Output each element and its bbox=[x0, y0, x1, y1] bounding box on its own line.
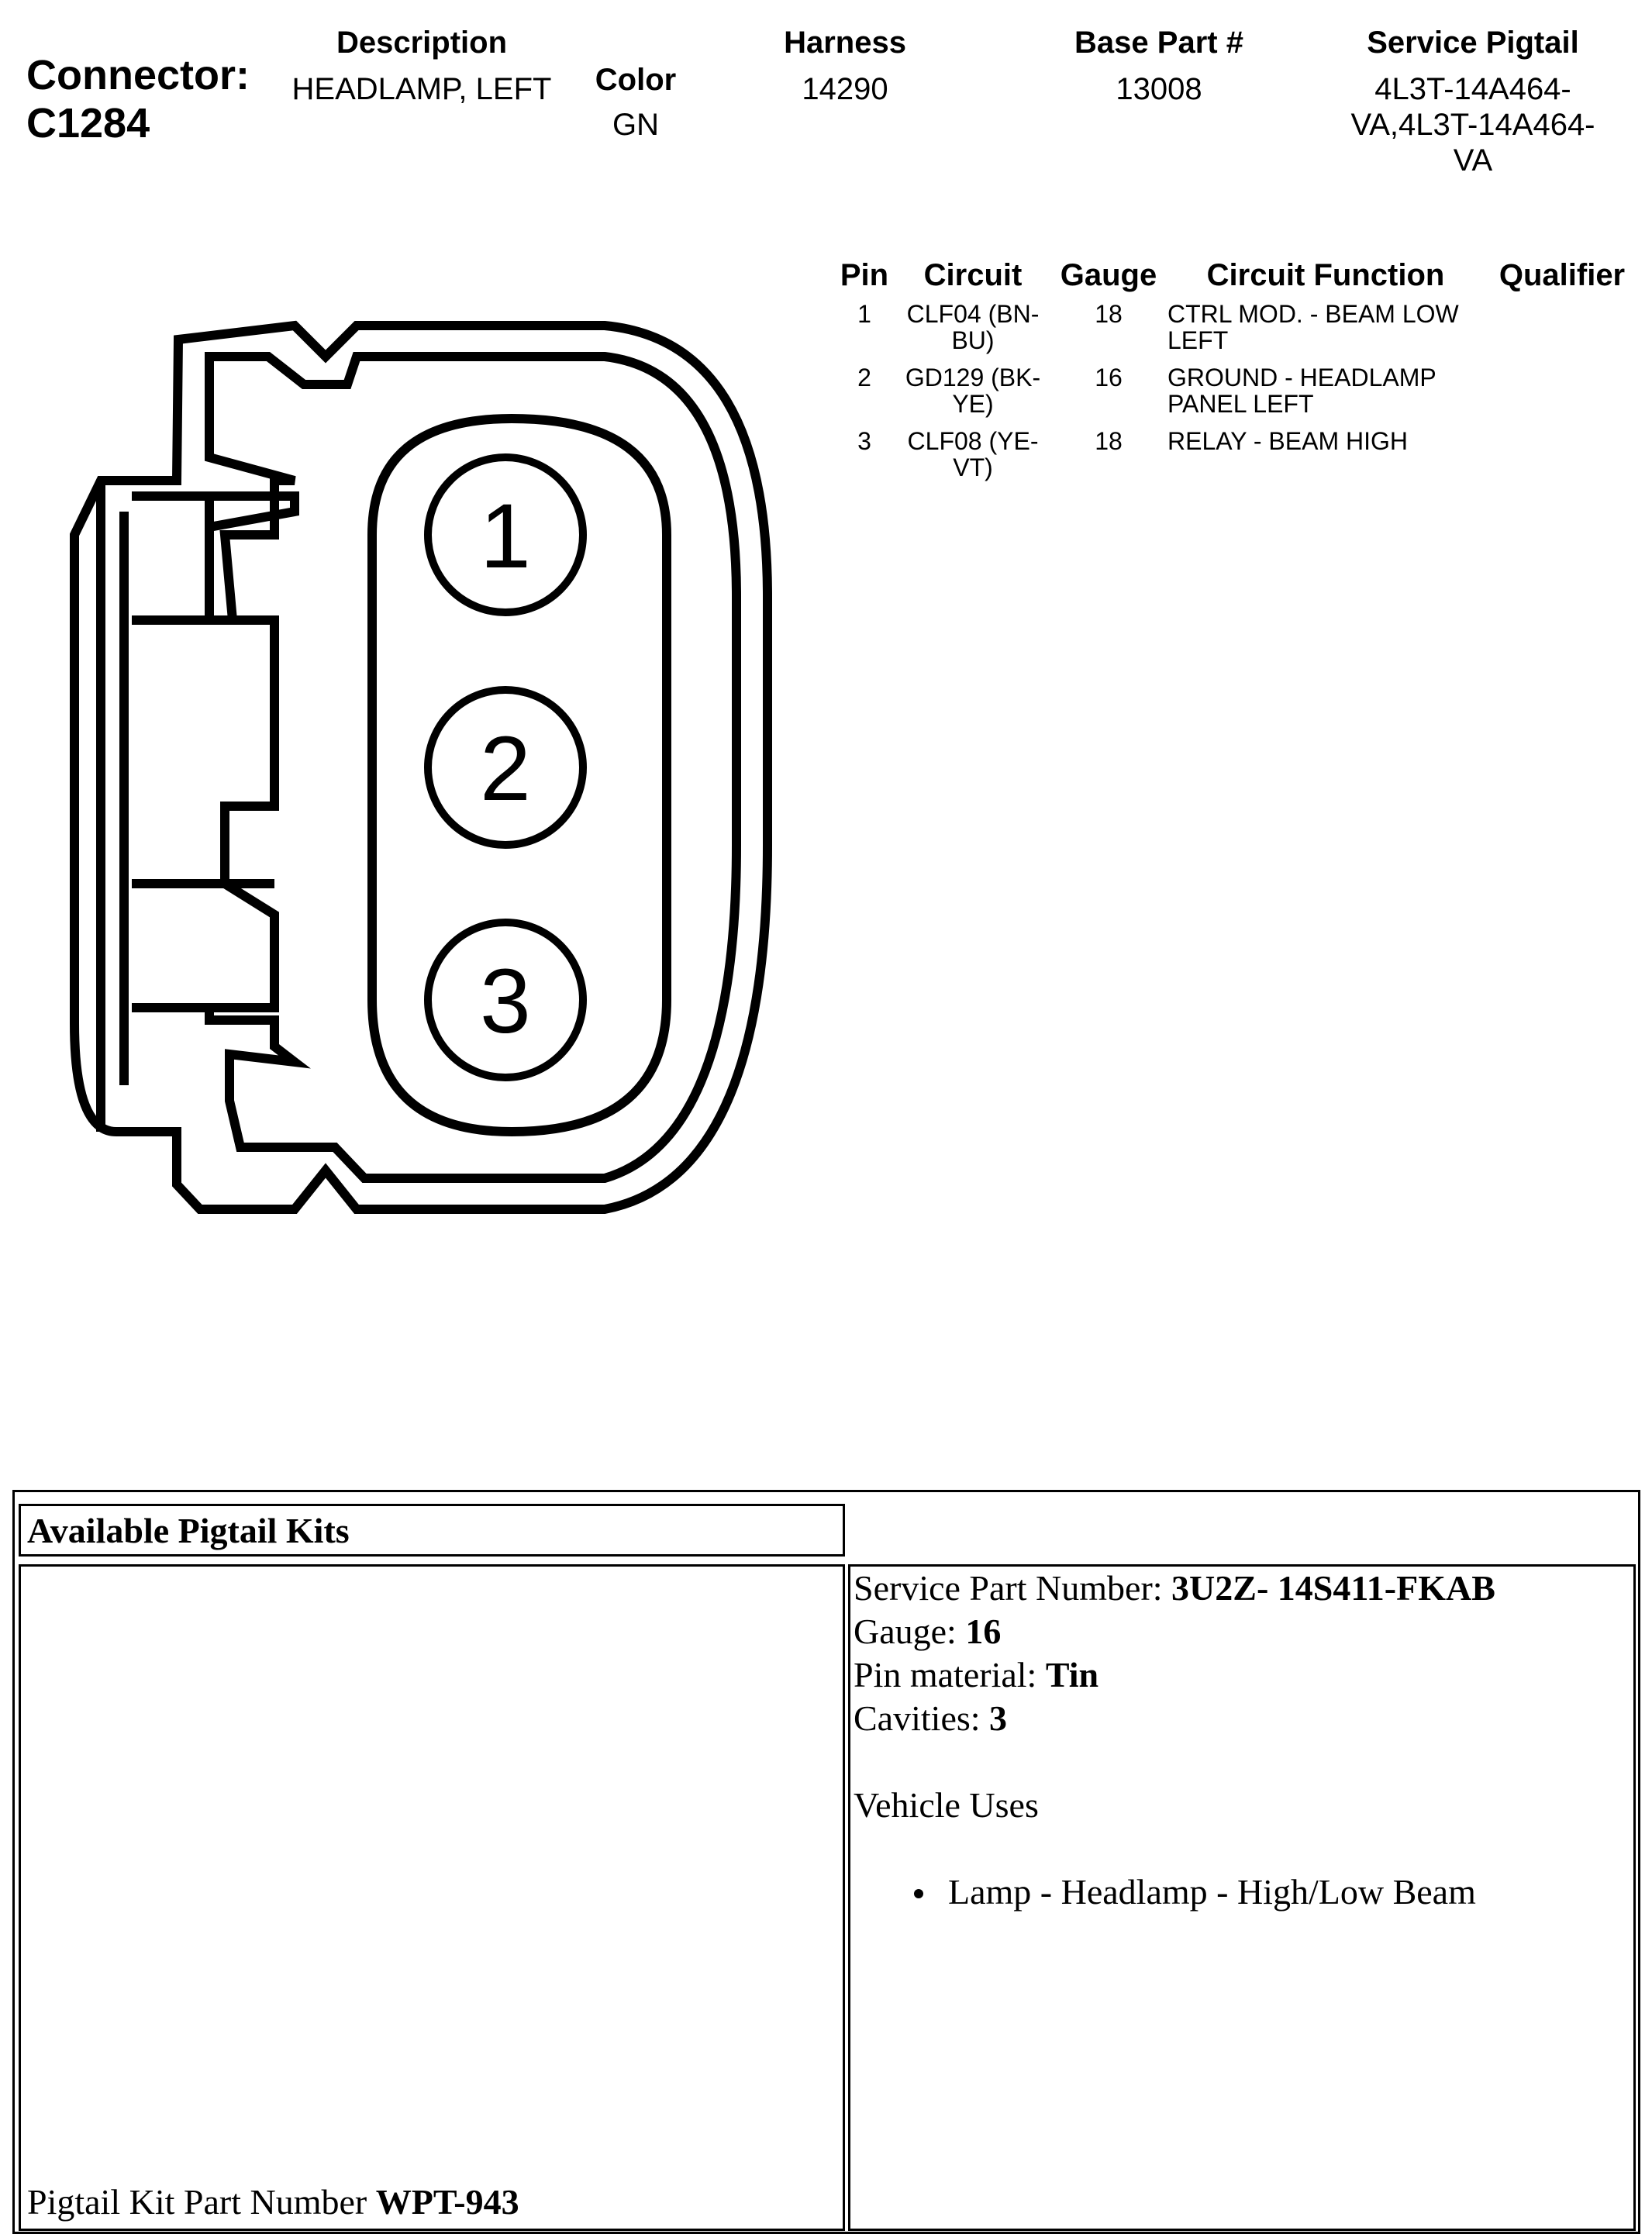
pin-material-value: Tin bbox=[1045, 1655, 1099, 1694]
service-part-label: Service Part Number: bbox=[854, 1568, 1172, 1608]
service-pigtail-line: VA,4L3T-14A464- bbox=[1350, 108, 1595, 142]
pin-circuit-line: CLF08 (YE- bbox=[907, 427, 1039, 455]
gauge-label: Gauge: bbox=[854, 1612, 966, 1651]
pin-number: 3 bbox=[857, 427, 871, 455]
description-value: HEADLAMP, LEFT bbox=[291, 72, 552, 106]
pin-number: 2 bbox=[857, 364, 871, 391]
pin-circuit bbox=[892, 364, 1054, 417]
pigtail-details-cell bbox=[848, 1564, 1636, 2231]
pin-gauge: 16 bbox=[1095, 364, 1123, 391]
gauge-col-header: Gauge bbox=[1060, 258, 1157, 292]
pin-3-label: 3 bbox=[480, 950, 531, 1053]
base-part-value: 13008 bbox=[1116, 72, 1202, 106]
connector-label: Connector: bbox=[26, 52, 250, 98]
function-col-header: Circuit Function bbox=[1206, 258, 1445, 292]
pin-gauge: 18 bbox=[1095, 427, 1123, 455]
vehicle-uses-label: Vehicle Uses bbox=[854, 1785, 1039, 1825]
pigtail-kit-label: Pigtail Kit Part Number bbox=[27, 2182, 376, 2222]
cavities-label: Cavities: bbox=[854, 1698, 990, 1738]
vehicle-use-item: Lamp - Headlamp - High/Low Beam bbox=[908, 1870, 1629, 1914]
pigtail-kit-part bbox=[27, 2181, 519, 2224]
color-value: GN bbox=[612, 108, 659, 142]
service-part-value: 3U2Z- 14S411-FKAB bbox=[1171, 1568, 1495, 1608]
vehicle-uses-list bbox=[908, 1870, 1629, 1914]
pin-1-label: 1 bbox=[480, 485, 531, 588]
connector-id: C1284 bbox=[26, 100, 150, 147]
pin-function bbox=[1167, 428, 1493, 454]
pin-function bbox=[1167, 301, 1493, 353]
pin-function bbox=[1167, 364, 1493, 417]
service-pigtail-header: Service Pigtail bbox=[1367, 26, 1579, 60]
gauge-row bbox=[854, 1610, 1629, 1653]
pin-function-line: CTRL MOD. - BEAM LOW bbox=[1167, 300, 1459, 328]
pin-material-label: Pin material: bbox=[854, 1655, 1046, 1694]
pigtail-title: Available Pigtail Kits bbox=[27, 1511, 350, 1550]
service-part-row bbox=[854, 1567, 1629, 1610]
qualifier-col-header: Qualifier bbox=[1499, 258, 1626, 292]
circuit-col-header: Circuit bbox=[923, 258, 1023, 292]
harness-value: 14290 bbox=[802, 72, 888, 106]
pin-gauge: 18 bbox=[1095, 300, 1123, 328]
pin-circuit-line: VT) bbox=[953, 453, 993, 481]
pin-col-header: Pin bbox=[840, 258, 889, 292]
pin-number: 1 bbox=[857, 300, 871, 328]
pin-circuit bbox=[892, 428, 1054, 481]
pin-circuit-line: BU) bbox=[951, 326, 995, 354]
harness-header: Harness bbox=[784, 26, 906, 60]
pigtail-kit-number: WPT-943 bbox=[375, 2182, 519, 2222]
service-pigtail-value bbox=[1318, 71, 1628, 178]
cavities-value: 3 bbox=[989, 1698, 1008, 1738]
connector-face-diagram bbox=[0, 0, 853, 1256]
pin-function-line: GROUND - HEADLAMP bbox=[1167, 364, 1436, 391]
cavities-row bbox=[854, 1697, 1629, 1740]
pin-circuit-line: YE) bbox=[952, 390, 994, 418]
description-header: Description bbox=[336, 26, 508, 60]
pin-circuit-line: CLF04 (BN- bbox=[906, 300, 1040, 328]
pigtail-title-cell bbox=[19, 1504, 845, 1557]
pin-circuit bbox=[892, 301, 1054, 353]
pin-function-line: LEFT bbox=[1167, 326, 1229, 354]
pigtail-details bbox=[854, 1567, 1629, 1914]
pin-circuit-line: GD129 (BK- bbox=[905, 364, 1041, 391]
pin-function-line: PANEL LEFT bbox=[1167, 390, 1314, 418]
service-pigtail-line: VA bbox=[1453, 143, 1493, 178]
pin-2-label: 2 bbox=[480, 718, 531, 820]
base-part-header: Base Part # bbox=[1074, 26, 1243, 60]
pin-material-row bbox=[854, 1653, 1629, 1697]
color-header: Color bbox=[595, 63, 677, 97]
pin-function-line: RELAY - BEAM HIGH bbox=[1167, 427, 1408, 455]
gauge-value: 16 bbox=[965, 1612, 1002, 1651]
service-pigtail-line: 4L3T-14A464- bbox=[1374, 72, 1571, 106]
pigtail-kit-cell bbox=[19, 1564, 845, 2231]
